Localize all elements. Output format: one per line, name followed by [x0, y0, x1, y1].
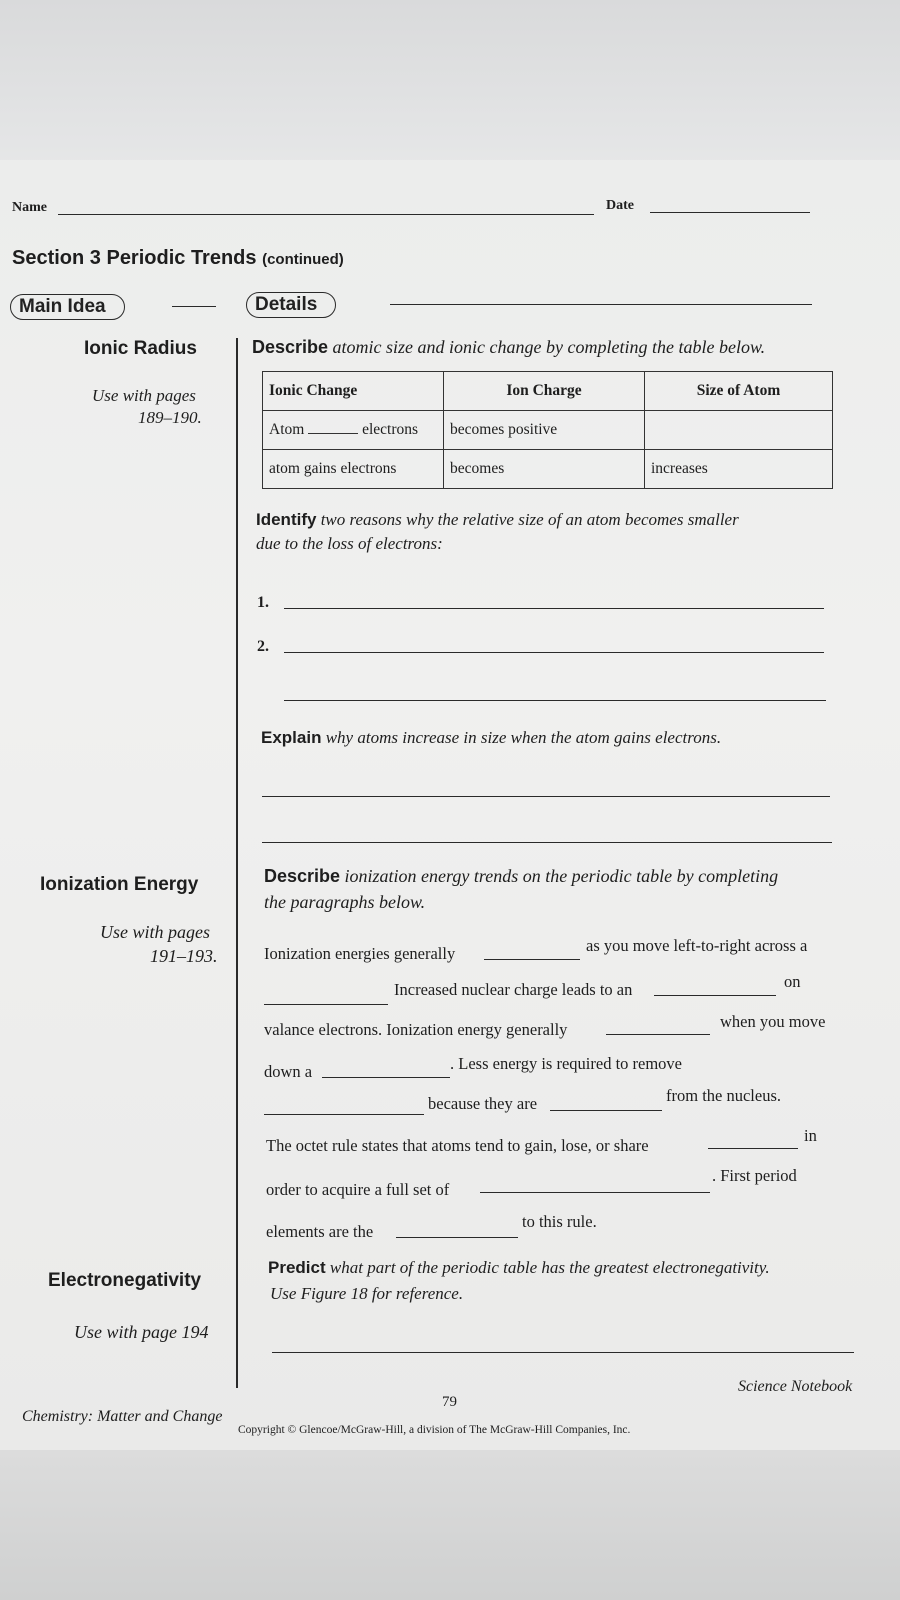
- row1-ionic-change[interactable]: [263, 411, 444, 450]
- blank-ie-trend-across[interactable]: [484, 959, 580, 960]
- row1-ion-charge: becomes positive: [444, 411, 645, 450]
- name-field-line[interactable]: [58, 214, 594, 215]
- footer-notebook-label: Science Notebook: [738, 1378, 853, 1395]
- explain-text: why atoms increase in size when the atom gains electrons.: [325, 728, 722, 747]
- describe-ionization-keyword: Describe: [264, 866, 341, 886]
- predict-text-line1: what part of the periodic table has the greatest electronegativity.: [329, 1258, 770, 1277]
- details-pill: Details: [246, 292, 336, 318]
- explain-keyword: Explain: [261, 728, 322, 747]
- electronegativity-heading: Electronegativity: [48, 1270, 202, 1291]
- row1-blank[interactable]: [308, 433, 358, 434]
- header-size-of-atom: Size of Atom: [645, 372, 833, 411]
- answer-number-2: 2.: [257, 638, 269, 655]
- table-row: [263, 411, 833, 450]
- blank-electrons[interactable]: [264, 1114, 424, 1115]
- explain-prompt: [261, 728, 721, 748]
- paragraph-text: . Less energy is required to remove: [450, 1054, 682, 1073]
- answer-line-3[interactable]: [284, 700, 826, 701]
- describe-ionization-text-line1: ionization energy trends on the periodic table by completing: [344, 866, 779, 886]
- section-title-text: Section 3 Periodic Trends: [12, 247, 257, 269]
- table-header-row: [263, 372, 833, 411]
- electronegativity-use-with: Use with page 194: [74, 1322, 209, 1342]
- row1-size-of-atom[interactable]: [645, 411, 833, 450]
- section-title: [12, 247, 344, 270]
- answer-line-1[interactable]: [284, 608, 824, 609]
- paragraph-text: The octet rule states that atoms tend to gain, lose, or share: [266, 1136, 649, 1155]
- copyright-notice: Copyright © Glencoe/McGraw-Hill, a division of The McGraw-Hill Companies, Inc.: [238, 1424, 631, 1436]
- row1-atom-text: Atom: [269, 421, 305, 438]
- paragraph-text: because they are: [428, 1094, 538, 1113]
- row2-ionic-change: atom gains electrons: [263, 450, 444, 489]
- describe-text: atomic size and ionic change by completing the table below.: [332, 337, 766, 357]
- name-label: Name: [12, 200, 47, 215]
- blank-pull[interactable]: [654, 995, 776, 996]
- identify-prompt: [256, 510, 739, 530]
- ionization-energy-use-with: Use with pages: [100, 922, 210, 942]
- blank-full-set[interactable]: [480, 1192, 710, 1193]
- row1-electrons-text: electrons: [362, 421, 419, 438]
- blank-farther[interactable]: [550, 1110, 662, 1111]
- date-label: Date: [606, 198, 634, 213]
- blank-period[interactable]: [264, 1004, 388, 1005]
- paragraph-text: Ionization energies generally: [264, 944, 456, 963]
- ionic-radius-pages: 189–190.: [138, 408, 202, 427]
- describe-ionization-prompt: [264, 866, 778, 887]
- paragraph-text: from the nucleus.: [666, 1086, 782, 1105]
- explain-answer-line-1[interactable]: [262, 796, 830, 797]
- paragraph-text: elements are the: [266, 1222, 374, 1241]
- identify-keyword: Identify: [256, 510, 317, 529]
- section-title-suffix: (continued): [262, 251, 344, 268]
- predict-answer-line[interactable]: [272, 1352, 854, 1353]
- ionic-radius-heading: Ionic Radius: [84, 338, 197, 359]
- paragraph-text: Increased nuclear charge leads to an: [394, 980, 633, 999]
- header-ionic-change: Ionic Change: [263, 372, 444, 411]
- describe-atomic-size-prompt: [252, 337, 765, 358]
- paragraph-text: valance electrons. Ionization energy generally: [264, 1020, 568, 1039]
- paragraph-text: on: [784, 972, 801, 991]
- details-rule: [390, 304, 812, 305]
- paragraph-text: as you move left-to-right across a: [586, 936, 808, 955]
- ionic-change-table: [262, 371, 833, 489]
- paragraph-text: . First period: [712, 1166, 797, 1185]
- header-ion-charge: Ion Charge: [444, 372, 645, 411]
- ionic-radius-use-with: Use with pages: [92, 386, 196, 405]
- page-number: 79: [442, 1394, 457, 1410]
- main-idea-rule: [172, 306, 216, 307]
- date-field-line[interactable]: [650, 212, 810, 213]
- describe-keyword: Describe: [252, 337, 329, 357]
- footer-book-title: Chemistry: Matter and Change: [22, 1408, 223, 1425]
- predict-prompt: [268, 1258, 770, 1278]
- identify-text-line1: two reasons why the relative size of an atom becomes smaller: [320, 510, 739, 529]
- describe-ionization-text-line2: the paragraphs below.: [264, 892, 426, 912]
- row2-size-of-atom: increases: [645, 450, 833, 489]
- blank-ie-trend-down[interactable]: [606, 1034, 710, 1035]
- table-row: [263, 450, 833, 489]
- answer-line-2[interactable]: [284, 652, 824, 653]
- background-surface: [0, 1450, 900, 1600]
- answer-number-1: 1.: [257, 594, 269, 611]
- ionization-energy-heading: Ionization Energy: [40, 874, 199, 895]
- blank-group[interactable]: [322, 1077, 450, 1078]
- main-idea-pill: Main Idea: [10, 294, 125, 320]
- predict-keyword: Predict: [268, 1258, 326, 1277]
- predict-text-line2: Use Figure 18 for reference.: [270, 1284, 464, 1303]
- paragraph-text: to this rule.: [522, 1212, 597, 1231]
- blank-exception[interactable]: [396, 1237, 518, 1238]
- explain-answer-line-2[interactable]: [262, 842, 832, 843]
- blank-octet-share[interactable]: [708, 1148, 798, 1149]
- paragraph-text: in: [804, 1126, 817, 1145]
- identify-text-line2: due to the loss of electrons:: [256, 534, 443, 553]
- row2-ion-charge[interactable]: becomes: [444, 450, 645, 489]
- ionization-energy-pages: 191–193.: [150, 946, 218, 966]
- paragraph-text: down a: [264, 1062, 313, 1081]
- column-divider: [236, 338, 238, 1388]
- paragraph-text: when you move: [720, 1012, 826, 1031]
- paragraph-text: order to acquire a full set of: [266, 1180, 450, 1199]
